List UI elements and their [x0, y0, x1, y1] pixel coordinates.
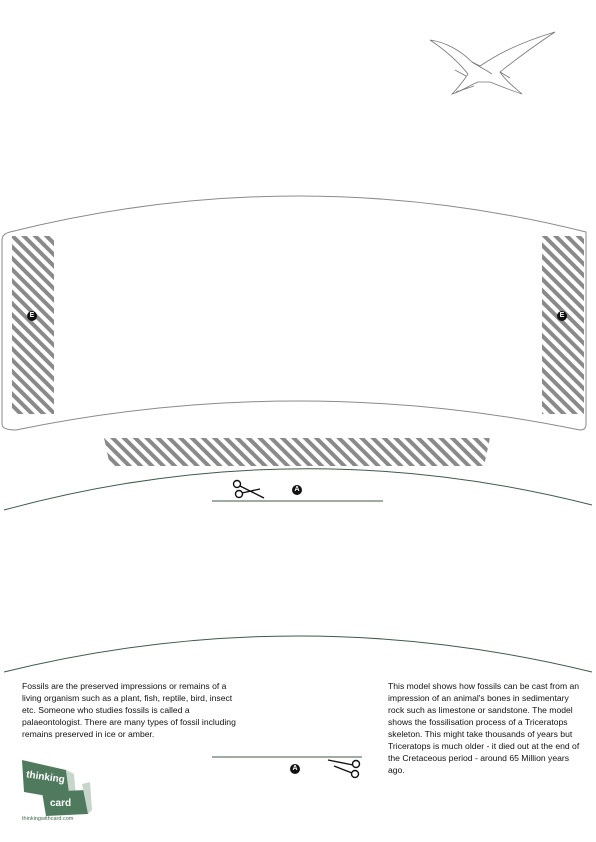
pterodactyl-illustration [430, 32, 555, 94]
logo-word-card: card [50, 798, 72, 809]
scissors-icon [234, 481, 265, 499]
glue-tab-right [542, 236, 584, 414]
marker-e-left: E [27, 311, 37, 321]
logo-url: thinkingwithcard.com [22, 816, 74, 822]
model-description-text: This model shows how fossils can be cast from an impression of an animal's bones in sedimentary rock such as limestone or sandstone. The model shows the fossilisation process of a Triceratops skeleton. This might take thousands of years but Triceratops is much older - it died out at the end of the Cretaceous period - around 65 Million years ago. [388, 681, 580, 775]
scissors-icon [328, 760, 360, 778]
marker-a-bottom: A [290, 764, 300, 774]
thinking-with-card-logo [20, 760, 100, 822]
logo-word-thinking: thinking [25, 769, 66, 786]
fossils-intro-text: Fossils are the preserved impressions or remains of a living organism such as a plant, fish, reptile, bird, insect etc. Someone who studies fossils is called a palaeontologist. There are many types of fossil including remains preserved in ice or amber. [22, 681, 236, 739]
cut-arc-bottom [4, 636, 592, 672]
glue-tab-left [12, 236, 54, 414]
marker-a-top: A [292, 485, 302, 495]
glue-strip-bottom [104, 438, 490, 466]
curved-band-outline [2, 196, 586, 430]
marker-e-right: E [557, 311, 567, 321]
